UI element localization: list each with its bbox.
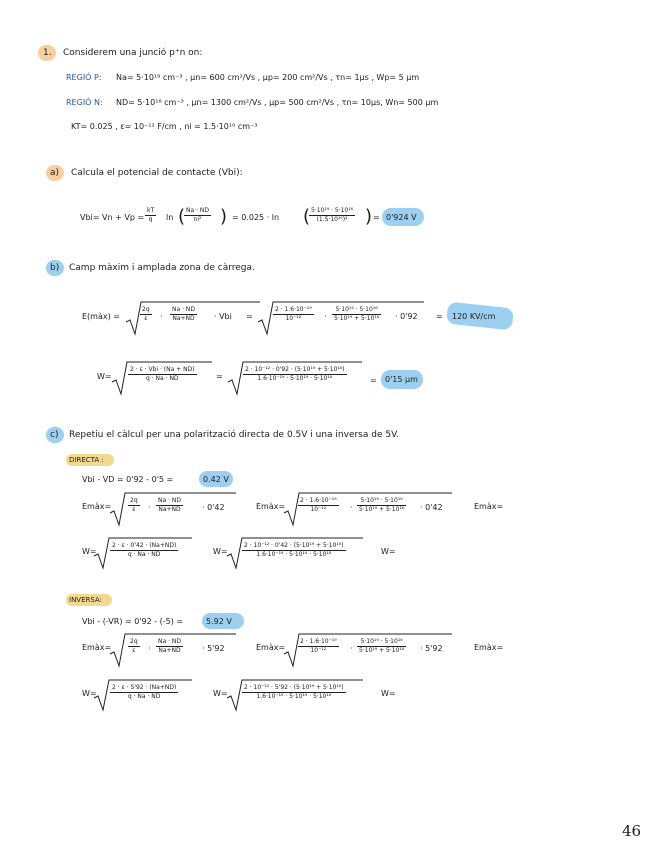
- w-numeric-fraction: [243, 366, 347, 383]
- region-p-label: REGIÓ P:: [66, 73, 102, 82]
- emax-numeric-num2: 5·10¹⁹ · 5·10¹⁶: [332, 306, 381, 315]
- direct-emax-numeric-den1: 10⁻¹²: [310, 506, 327, 513]
- w-symbolic-num: 2 · ε · Vbi · (Na + ND): [130, 366, 195, 373]
- region-p-params: Na= 5·10¹⁹ cm⁻³ , μn= 600 cm²/Vs , μp= 200 cm²/Vs , τn= 1μs , Wp= 5 μm: [116, 73, 420, 82]
- w-result: 0'15 μm: [385, 375, 418, 384]
- inverse-w-numeric-den: 1.6·10⁻¹⁹ · 5·10¹⁹ · 5·10¹⁶: [256, 693, 332, 700]
- inverse-emax-eps: ε: [132, 647, 136, 654]
- direct-w-numeric-fraction: [242, 542, 346, 559]
- kt-over-q-fraction: [145, 207, 156, 224]
- part-c-label: c): [50, 430, 59, 440]
- direct-vbi-line: Vbi - VD = 0'92 - 0'5 =: [82, 475, 174, 484]
- emax-na-nd-num: Na · ND: [172, 306, 195, 313]
- w-equals-2: =: [370, 376, 377, 385]
- direct-emax-lhs-2: Emàx=: [256, 502, 286, 511]
- emax-numeric-den1: 10⁻¹²: [285, 315, 302, 322]
- ln-close-paren: ): [220, 206, 228, 227]
- vbi-result: 0'924 V: [386, 213, 417, 222]
- problem-intro: Considerem una junció p⁺n on:: [63, 48, 203, 58]
- direct-emax-numeric-dot: ·: [350, 503, 353, 512]
- direct-vbi-result: 0.42 V: [203, 475, 229, 484]
- inverse-w-symbolic-fraction: [110, 684, 178, 701]
- direct-emax-dot: ·: [148, 503, 151, 512]
- w-symbolic-den: q · Na · ND: [146, 375, 179, 382]
- inverse-vbi-line: Vbi - (-VR) = 0'92 - (-5) =: [82, 617, 184, 626]
- inverse-emax-2q-over-eps: [128, 638, 140, 655]
- kt-numerator: kT: [147, 207, 155, 214]
- direct-w-numeric-num: 2 · 10⁻¹² · 0'42 · (5·10¹⁹ + 5·10¹⁶): [244, 542, 344, 549]
- ln-symbol: ln: [166, 213, 174, 222]
- inverse-emax-numeric-den1: 10⁻¹²: [310, 647, 327, 654]
- inverse-w-lhs-2: W=: [213, 689, 228, 698]
- emax-equals-2: =: [436, 312, 443, 321]
- w-symbolic-fraction: [128, 366, 197, 383]
- part-a-title: Calcula el potencial de contacte (Vbi):: [71, 168, 243, 178]
- inverse-emax-numeric-frac-2: [357, 638, 406, 655]
- kt-denominator: q: [148, 216, 153, 223]
- direct-emax-numeric-frac-1: [298, 497, 339, 514]
- inverse-emax-na-nd: [156, 638, 183, 655]
- emax-result: 120 KV/cm: [452, 312, 496, 321]
- emax-numeric-dot: ·: [324, 312, 327, 321]
- inverse-emax-lhs-2: Emàx=: [256, 643, 286, 652]
- emax-vbi: · Vbi: [214, 312, 232, 321]
- emax-numeric-den2: 5·10¹⁹ + 5·10¹⁶: [334, 315, 380, 322]
- w-numeric-den: 1.6·10⁻¹⁹ · 5·10¹⁹ · 5·10¹⁶: [257, 375, 333, 382]
- ln-open-paren: (: [178, 206, 186, 227]
- emax-numeric-tail: · 0'92: [395, 312, 418, 321]
- w-numeric-num: 2 · 10⁻¹² · 0'92 · (5·10¹⁹ + 5·10¹⁶): [245, 366, 345, 373]
- direct-emax-na-nd: [156, 497, 183, 514]
- inverse-vbi-result: 5.92 V: [206, 617, 232, 626]
- inverse-emax-tail: · 5'92: [202, 644, 225, 653]
- ln-arg-numerator: Na · ND: [186, 207, 209, 214]
- direct-emax-na-nd-den: Na+ND: [158, 506, 181, 513]
- part-b-label: b): [50, 263, 60, 273]
- emax-lhs: E(màx) =: [82, 312, 120, 321]
- direct-emax-2q-over-eps: [128, 497, 140, 514]
- emax-dot: ·: [160, 312, 163, 321]
- inverse-emax-numeric-num2: 5·10¹⁹ · 5·10¹⁶: [357, 638, 406, 647]
- inverse-emax-numeric-dot: ·: [350, 644, 353, 653]
- inverse-emax-numeric-num1: 2 · 1.6·10⁻¹⁹: [300, 638, 337, 645]
- inverse-w-lhs-3: W=: [381, 689, 396, 698]
- region-n-label: REGIÓ N:: [66, 98, 103, 107]
- emax-na-nd-den: Na+ND: [172, 315, 195, 322]
- direct-label: DIRECTA :: [69, 456, 104, 464]
- vbi-equals: =: [373, 213, 380, 222]
- inverse-emax-dot: ·: [148, 644, 151, 653]
- w-lhs: W=: [97, 372, 112, 381]
- inverse-emax-numeric-frac-1: [298, 638, 339, 655]
- inverse-w-symbolic-num: 2 · ε · 5'92 · (Na+ND): [112, 684, 177, 691]
- direct-emax-na-nd-num: Na · ND: [158, 497, 181, 504]
- emax-eps: ε: [144, 315, 148, 322]
- inverse-emax-numeric-den2: 5·10¹⁹ + 5·10¹⁶: [359, 647, 405, 654]
- emax-numeric-num1: 2 · 1.6·10⁻¹⁹: [275, 306, 312, 313]
- num-open-paren: (: [303, 206, 311, 227]
- direct-w-symbolic-num: 2 · ε · 0'42 · (Na+ND): [112, 542, 177, 549]
- direct-emax-numeric-tail: · 0'42: [420, 503, 443, 512]
- direct-emax-eps: ε: [132, 506, 136, 513]
- direct-emax-lhs: Emàx=: [82, 502, 112, 511]
- vbi-equation-mid: = 0.025 · ln: [232, 213, 280, 222]
- vbi-numeric-fraction: [309, 207, 355, 224]
- direct-w-lhs-3: W=: [381, 547, 396, 556]
- emax-numeric-fraction-1: [273, 306, 314, 323]
- inverse-w-symbolic-den: q · Na · ND: [127, 693, 161, 700]
- num-close-paren: ): [365, 206, 373, 227]
- ln-argument-fraction: [184, 207, 211, 224]
- inverse-w-lhs: W=: [82, 689, 97, 698]
- direct-emax-numeric-frac-2: [357, 497, 406, 514]
- inverse-w-numeric-num: 2 · 10⁻¹² · 5'92 · (5·10¹⁹ + 5·10¹⁶): [244, 684, 344, 691]
- inverse-emax-na-nd-den: Na+ND: [158, 647, 181, 654]
- inverse-emax-2q: 2q: [130, 638, 138, 645]
- direct-w-lhs-2: W=: [213, 547, 228, 556]
- emax-equals-1: =: [246, 312, 253, 321]
- direct-emax-numeric-num2: 5·10¹⁹ · 5·10¹⁶: [357, 497, 406, 506]
- inverse-label: INVERSA:: [69, 596, 102, 604]
- direct-emax-2q: 2q: [130, 497, 138, 504]
- emax-2q: 2q: [142, 306, 150, 313]
- part-c-title: Repetiu el càlcul per una polarització directa de 0.5V i una inversa de 5V.: [69, 430, 399, 440]
- direct-w-numeric-den: 1.6·10⁻¹⁹ · 5·10¹⁹ · 5·10¹⁶: [256, 551, 332, 558]
- direct-w-lhs: W=: [82, 547, 97, 556]
- direct-emax-lhs-3: Emàx=: [474, 502, 504, 511]
- page-number: 46: [622, 822, 642, 840]
- emax-na-nd-fraction: [170, 306, 197, 323]
- direct-emax-tail: · 0'42: [202, 503, 225, 512]
- inverse-emax-lhs: Emàx=: [82, 643, 112, 652]
- problem-number: 1.: [43, 48, 52, 58]
- direct-w-symbolic-den: q · Na · ND: [127, 551, 161, 558]
- ln-arg-denominator: ni²: [193, 216, 202, 223]
- direct-emax-numeric-den2: 5·10¹⁹ + 5·10¹⁶: [359, 506, 405, 513]
- direct-w-symbolic-fraction: [110, 542, 178, 559]
- inverse-emax-na-nd-num: Na · ND: [158, 638, 181, 645]
- inverse-w-numeric-fraction: [242, 684, 346, 701]
- vbi-num-numerator: 5·10¹⁹ · 5·10¹⁶: [311, 207, 354, 214]
- inverse-emax-lhs-3: Emàx=: [474, 643, 504, 652]
- part-a-label: a): [50, 168, 60, 178]
- emax-numeric-fraction-2: [332, 306, 381, 323]
- part-b-title: Camp màxim i amplada zona de càrrega.: [69, 263, 255, 273]
- emax-2q-over-eps: [140, 306, 152, 323]
- region-n-params: ND= 5·10¹⁶ cm⁻³ , μn= 1300 cm²/Vs , μp= 500 cm²/Vs , τn= 10μs, Wn= 500 μm: [116, 98, 439, 107]
- constants-line: KT= 0.025 , ε= 10⁻¹² F/cm , ni = 1.5·10¹⁰ cm⁻³: [71, 122, 258, 131]
- w-equals-1: =: [216, 372, 223, 381]
- inverse-emax-numeric-tail: · 5'92: [420, 644, 443, 653]
- direct-emax-numeric-num1: 2 · 1.6·10⁻¹⁹: [300, 497, 337, 504]
- vbi-equation-lhs: Vbi= Vn + Vp =: [80, 213, 145, 222]
- vbi-num-denominator: (1.5·10¹⁰)²: [316, 216, 348, 223]
